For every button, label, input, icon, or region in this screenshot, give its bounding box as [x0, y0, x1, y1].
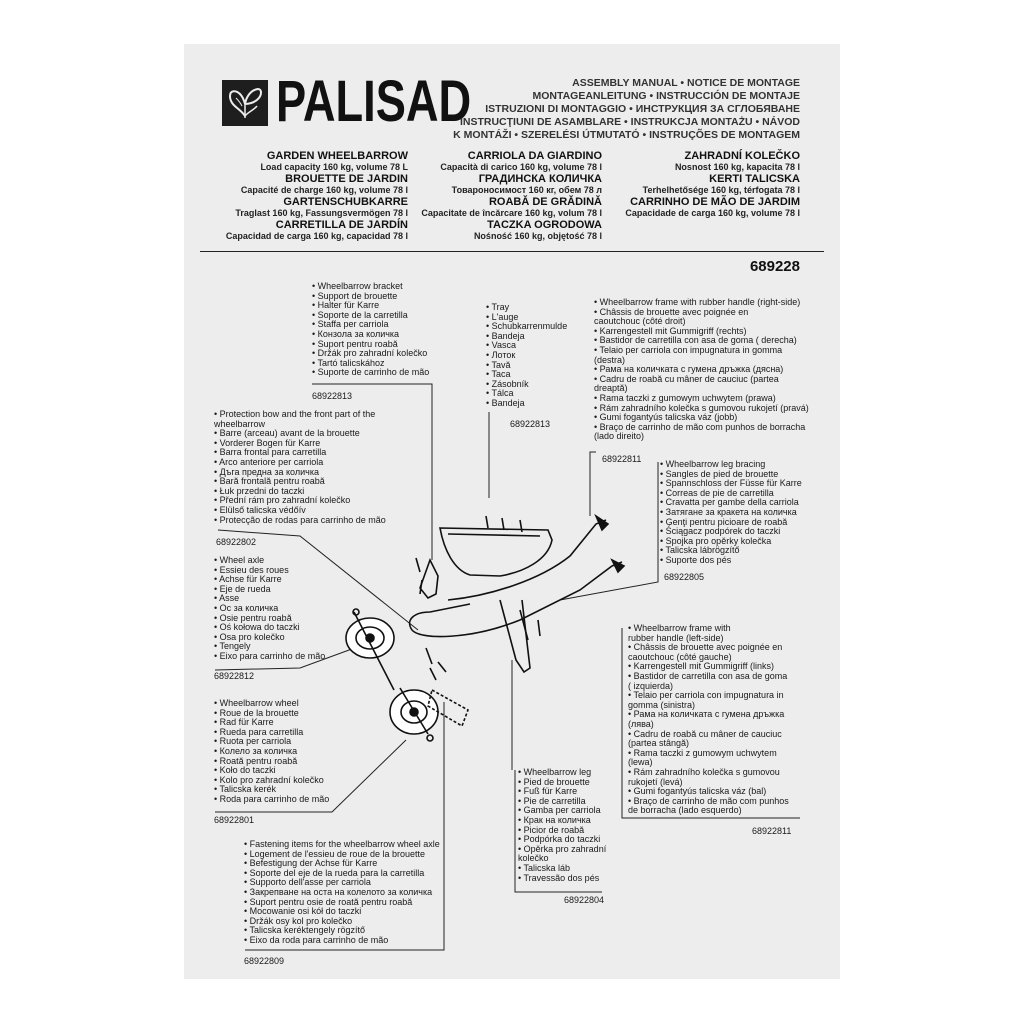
brand-wordmark: PALISAD	[276, 69, 472, 134]
label-line: • Suport pentru roabă	[312, 338, 398, 349]
label-line: • Osa pro kolečko	[214, 631, 285, 642]
label-line: • Braço de carrinho de mão com punhos de borracha	[594, 421, 806, 432]
label-line: • L'auge	[486, 311, 519, 322]
label-line: • Крак на количка	[518, 814, 591, 825]
product-desc: Capacité de charge 160 kg, volume 78 l	[240, 185, 408, 195]
part-code: 68922801	[214, 815, 255, 825]
part-code: 68922813	[312, 391, 353, 401]
label-line: • Wheelbarrow frame with rubber handle (right-side)	[594, 297, 801, 307]
label-line: • Opěrka pro zahradní	[518, 843, 607, 854]
product-name: ROABĂ DE GRĂDINĂ	[488, 196, 602, 208]
label-line: • Halter für Karre	[312, 300, 380, 311]
label-line: • Roda para carrinho de mão	[214, 793, 330, 804]
manual-title-line: ASSEMBLY MANUAL • NOTICE DE MONTAGE	[572, 77, 800, 89]
frame-left-bar	[412, 562, 622, 637]
product-name: BROUETTE DE JARDIN	[285, 173, 408, 185]
label-line: • Wheelbarrow bracket	[312, 281, 403, 291]
part-code: 68922804	[564, 895, 605, 905]
label-line: • Bandeja	[486, 330, 525, 341]
label-line: • Logement de l'essieu de roue de la brouette	[244, 848, 425, 859]
label-leg	[518, 768, 606, 883]
part-code: 68922811	[752, 826, 792, 836]
label-line: • Talicska kerék	[214, 784, 277, 795]
label-line: • Barra frontal para carretilla	[214, 447, 327, 458]
label-line: • Genţi pentru picioare de roabă	[660, 516, 788, 527]
label-line: • Wheelbarrow leg	[518, 767, 592, 777]
label-line: • Talicska lábrögzítő	[660, 545, 740, 556]
label-line: • Support de brouette	[312, 290, 398, 301]
label-line: • Cadru de roabă cu mâner de cauciuc	[628, 728, 782, 739]
label-tray	[486, 303, 567, 409]
label-line: • Roată pentru roabă	[214, 755, 298, 766]
label-line: • Tavă	[486, 359, 511, 370]
tray-rim	[448, 534, 540, 536]
label-line: • Tálca	[486, 388, 514, 399]
label-line: • Rama taczki z gumowym uchwytem (prawa)	[594, 392, 776, 403]
product-desc: Capacidad de carga 160 kg, capacidad 78 l	[225, 231, 408, 241]
manual-title-line: K MONTÁŽI • SZERELÉSI ÚTMUTATÓ • INSTRUÇÕES DE MONTAGEM	[453, 129, 800, 141]
part-code: 68922811	[602, 454, 642, 464]
product-name: TACZKA OGRODOWA	[487, 219, 602, 231]
label-line: • Sangles de pied de brouette	[660, 468, 779, 479]
label-line: • Spannschloss der Füsse für Karre	[660, 478, 802, 489]
label-line: de borracha (lado esquerdo)	[628, 805, 742, 816]
label-line: • Gamba per carriola	[518, 805, 601, 816]
label-line: • Protection bow and the front part of the	[214, 409, 376, 419]
label-line: • Łuk przedni do taczki	[214, 485, 305, 496]
label-line: • Spojka pro opěrky kolečka	[660, 535, 772, 546]
label-line: • Bandeja	[486, 397, 525, 408]
label-line: • Rama taczki z gumowym uchwytem	[628, 747, 777, 758]
label-line: • Soporte de la carretilla	[312, 309, 408, 320]
bracket-shape	[420, 560, 438, 598]
label-line: • Osie pentru roabă	[214, 612, 292, 623]
label-line: • Wheelbarrow frame with	[628, 623, 731, 633]
label-line: rukojetí (levá)	[628, 776, 683, 787]
part-code: 68922813	[510, 419, 551, 429]
label-line: • Asse	[214, 593, 240, 604]
label-frame-left	[628, 624, 789, 816]
product-desc: Nośność 160 kg, objętość 78 l	[473, 231, 602, 241]
label-line: • Конзола за количка	[312, 328, 400, 339]
label-line: • Karrengestell mit Gummigriff (rechts)	[594, 325, 747, 336]
label-line: wheelbarrow	[214, 418, 266, 429]
product-desc: Nosnost 160 kg, kapacita 78 l	[674, 162, 800, 172]
label-frame-right	[594, 298, 809, 442]
label-line: • Cravatta per gambe della carriola	[660, 497, 799, 508]
part-code: 68922809	[244, 956, 285, 966]
label-line: gomma (sinistra)	[628, 699, 696, 710]
product-desc: Capacità di carico 160 kg, volume 78 l	[440, 162, 602, 172]
product-name: ZAHRADNÍ KOLEČKO	[684, 150, 800, 162]
label-line: • Staffa per carriola	[312, 319, 389, 330]
label-line: • Correas de pie de carretilla	[660, 487, 774, 498]
label-line: • Wheel axle	[214, 555, 265, 565]
label-line: • Gumi fogantyús talicska váz (jobb)	[594, 412, 738, 423]
label-line: • Ruota per carriola	[214, 736, 292, 747]
label-line: • Fuß für Karre	[518, 786, 578, 797]
label-line: • Tray	[486, 302, 510, 312]
label-line: • Talicska keréktengely rögzítő	[244, 925, 366, 936]
label-line: • Essieu des roues	[214, 564, 289, 575]
product-name: CARRETILLA DE JARDÍN	[275, 219, 408, 231]
fastener-bolts	[426, 648, 446, 680]
label-line: • Eixo para carrinho de mão	[214, 650, 326, 661]
front-bow-bar	[410, 604, 470, 630]
product-desc: Товароносимост 160 кг, обем 78 л	[451, 185, 602, 195]
label-line: • Rad für Karre	[214, 717, 274, 728]
product-desc: Terhelhetősége 160 kg, térfogata 78 l	[642, 185, 800, 195]
manual-title-line: INSTRUCŢIUNI DE ASAMBLARE • INSTRUKCJA MONTAŻU • NÁVOD	[459, 116, 800, 128]
label-line: • Лоток	[486, 349, 516, 360]
label-line: • Wheelbarrow leg bracing	[660, 459, 766, 469]
label-line: • Ściągacz podpórek do taczki	[660, 526, 781, 537]
label-line: • Rám zahradního kolečka s gumovou rukojetí (pravá)	[594, 402, 809, 413]
label-line: (partea stângă)	[628, 738, 690, 749]
label-axle	[214, 556, 325, 662]
label-line: • Cadru de roabă cu mâner de cauciuc (partea	[594, 373, 779, 384]
label-line: • Eixo da roda para carrinho de mão	[244, 934, 389, 945]
label-line: (destra)	[594, 354, 626, 365]
product-code: 689228	[749, 258, 800, 275]
label-line: • Pied de brouette	[518, 776, 590, 787]
leader-frame-right	[590, 452, 596, 516]
label-line: • Tengely	[214, 641, 251, 652]
label-line: • Supporto dell'asse per carriola	[244, 877, 371, 888]
product-desc: Capacitate de încărcare 160 kg, volum 78 l	[421, 208, 602, 218]
label-line: • Taca	[486, 369, 511, 380]
part-code: 68922802	[216, 537, 257, 547]
label-line: • Рама на количката с гумена дръжка (дясна)	[594, 364, 784, 375]
label-line: (lewa)	[628, 757, 653, 768]
label-line: • Koło do taczki	[214, 765, 276, 776]
label-line: • Rám zahradního kolečka s gumovou	[628, 766, 780, 777]
label-line: • Držák pro zahradní kolečko	[312, 348, 428, 359]
label-line: • Achse für Karre	[214, 574, 282, 585]
label-line: • Elülső talicska védőív	[214, 504, 306, 515]
label-line: • Travessão dos pés	[518, 872, 600, 883]
label-line: • Rueda para carretilla	[214, 726, 304, 737]
label-line: • Gumi fogantyús talicska váz (bal)	[628, 786, 767, 797]
part-code: 68922805	[664, 572, 705, 582]
label-line: • Pie de carretilla	[518, 795, 586, 806]
label-line: • Châssis de brouette avec poignée en	[628, 642, 783, 653]
label-line: • Soporte del eje de la rueda para la carretilla	[244, 867, 425, 878]
label-line: ( izquierda)	[628, 680, 674, 691]
label-line: • Držák osy kol pro kolečko	[244, 915, 353, 926]
label-line: • Oś kołowa do taczki	[214, 622, 300, 633]
label-wheel	[214, 699, 329, 805]
leader-leg-bracing	[560, 462, 658, 600]
label-line: • Vorderer Bogen für Karre	[214, 437, 321, 448]
label-line: • Schubkarrenmulde	[486, 321, 568, 332]
product-name: ГРАДИНСКА КОЛИЧКА	[478, 173, 602, 185]
label-line: dreaptă)	[594, 383, 628, 394]
label-line: • Bastidor de carretilla con asa de goma	[628, 670, 788, 681]
label-line: • Wheelbarrow wheel	[214, 698, 299, 708]
label-line: • Рама на количката с гумена дръжка	[628, 709, 785, 720]
label-line: • Колело за количка	[214, 745, 298, 756]
product-desc: Traglast 160 kg, Fassungsvermögen 78 l	[235, 208, 408, 218]
label-leg-bracing	[660, 460, 802, 566]
label-line: • Arco anteriore per carriola	[214, 456, 324, 467]
label-line: • Karrengestell mit Gummigriff (links)	[628, 661, 775, 672]
product-name: GARDEN WHEELBARROW	[266, 150, 408, 162]
label-line: • Roue de la brouette	[214, 707, 299, 718]
label-line: • Telaio per carriola con impugnatura in	[628, 690, 784, 701]
product-name: KERTI TALICSKA	[709, 173, 800, 185]
label-line: (lado direito)	[594, 431, 645, 442]
leg-bar	[500, 600, 530, 672]
label-line: • Protecção de rodas para carrinho de mão	[214, 514, 386, 525]
label-line: • Suporte de carrinho de mão	[312, 367, 430, 378]
manual-title-line: MONTAGEANLEITUNG • INSTRUCCIÓN DE MONTAJE	[532, 90, 800, 102]
product-desc: Load capacity 160 kg, volume 78 L	[260, 162, 408, 172]
label-line: caoutchouc (côté droit)	[594, 316, 686, 327]
label-line: • Braço de carrinho de mão com punhos	[628, 795, 789, 806]
label-line: kolečko	[518, 853, 549, 864]
part-code: 68922812	[214, 671, 255, 681]
label-line: rubber handle (left-side)	[628, 632, 724, 643]
product-name: CARRIOLA DA GIARDINO	[467, 150, 602, 162]
label-bracket	[312, 282, 429, 378]
label-line: • Talicska láb	[518, 862, 571, 873]
manual-title-line: ISTRUZIONI DI MONTAGGIO • ИНСТРУКЦИЯ ЗА СГЛОБЯВАНЕ	[485, 103, 800, 115]
label-line: • Bară frontală pentru roabă	[214, 476, 325, 487]
label-line: • Vasca	[486, 340, 516, 351]
label-line: • Bastidor de carretilla con asa de goma ( derecha)	[594, 335, 797, 346]
label-line: • Ос за количка	[214, 602, 279, 613]
label-line: • Tartó talicskához	[312, 357, 385, 368]
label-line: • Затягане за кракета на количка	[660, 506, 797, 517]
label-line: • Zásobník	[486, 378, 529, 389]
label-line: (лява)	[628, 718, 654, 729]
label-line: • Kolo pro zahradní kolečko	[214, 774, 324, 785]
label-front-bow	[214, 410, 386, 525]
label-line: caoutchouc (côté gauche)	[628, 651, 732, 662]
label-line: • Дъга предна за количка	[214, 466, 319, 477]
label-line: • Befestigung der Achse für Karre	[244, 858, 378, 869]
label-line: • Přední rám pro zahradní kolečko	[214, 495, 351, 506]
wheel-nut	[427, 735, 433, 741]
label-line: • Mocowanie osi kół do taczki	[244, 906, 362, 917]
label-line: • Podpórka do taczki	[518, 834, 601, 845]
product-desc: Capacidade de carga 160 kg, volume 78 l	[625, 208, 800, 218]
axle-nut	[353, 609, 359, 615]
label-line: • Picior de roabă	[518, 824, 585, 835]
label-line: • Telaio per carriola con impugnatura in gomma	[594, 344, 783, 355]
label-line: • Fastening items for the wheelbarrow wheel axle	[244, 839, 440, 849]
product-name: GARTENSCHUBKARRE	[283, 196, 408, 208]
label-line: • Barre (arceau) avant de la brouette	[214, 428, 360, 439]
label-fasteners	[244, 840, 440, 946]
label-line: • Châssis de brouette avec poignée en	[594, 306, 749, 317]
label-line: • Eje de rueda	[214, 583, 271, 594]
label-line: • Suport pentru osie de roată pentru roabă	[244, 896, 413, 907]
label-line: • Закрепване на оста на колелото за количка	[244, 886, 433, 897]
product-name: CARRINHO DE MÃO DE JARDIM	[630, 196, 800, 208]
label-line: • Suporte dos pés	[660, 554, 732, 565]
